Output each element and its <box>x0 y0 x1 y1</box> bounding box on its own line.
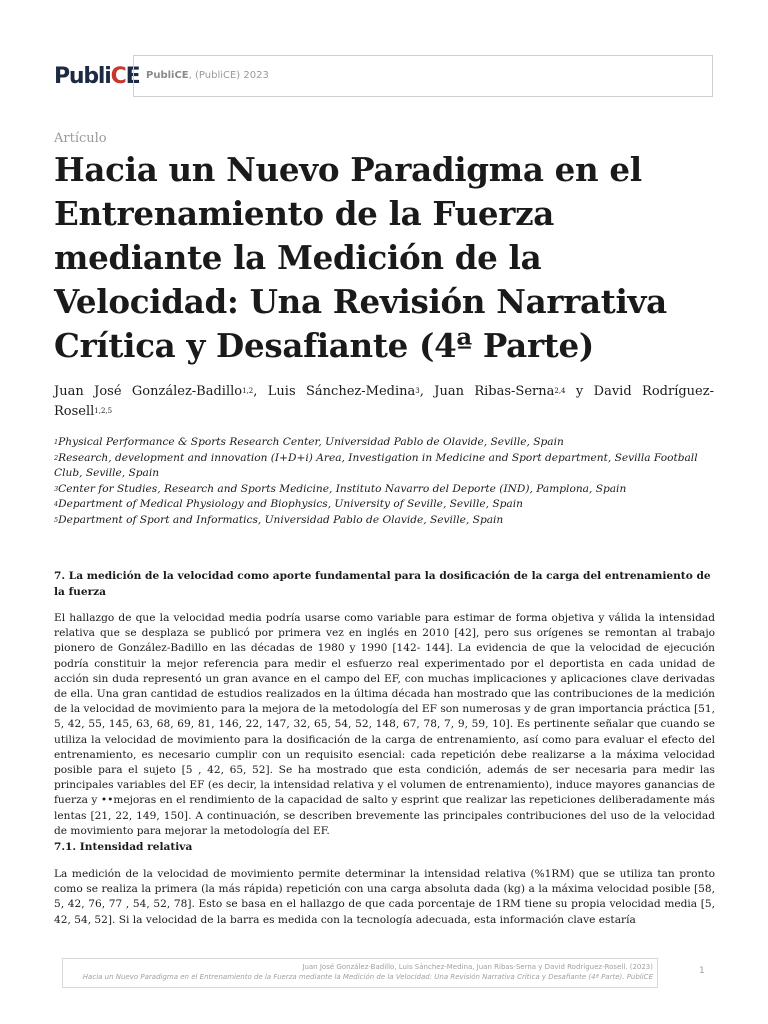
author-name[interactable]: Juan José González-Badillo <box>54 384 243 399</box>
author-list <box>54 382 714 422</box>
affiliation-text: Center for Studies, Research and Sports Medicine, Instituto Navarro del Deporte (IND), Pamplona, Spain <box>58 482 627 495</box>
affiliation-text: Department of Sport and Informatics, Universidad Pablo de Olavide, Seville, Spain <box>58 513 504 526</box>
affiliation <box>54 482 716 498</box>
affiliation <box>54 435 716 451</box>
author-separator: , <box>419 384 435 399</box>
article-type-label: Artículo <box>54 131 107 146</box>
title-line: Velocidad: Una Revisión Narrativa <box>54 282 667 321</box>
author-affiliation-ref: 2,4 <box>554 387 566 395</box>
title-line: mediante la Medición de la <box>54 238 542 277</box>
author-name[interactable]: David Rodríguez- <box>593 384 714 399</box>
article-title <box>54 148 714 368</box>
author-name[interactable]: Juan Ribas-Serna <box>434 384 555 399</box>
footer-authors: Juan José González-Badillo, Luis Sánchez-Medina, Juan Ribas-Serna y David Rodríguez-Rosell. (2023) <box>302 963 653 971</box>
body-paragraph: El hallazgo de que la velocidad media podría usarse como variable para estimar de forma objetiva y válida la intensidad relativa que se desplaza se publicó por primera vez en inglés en 2010 [42], pero sus orígenes se remontan al trabajo pionero de González-Badillo en las décadas de 1980 y 1990 [142- 144]. La evidencia de que la velocidad de ejecución podría constituir la mejor referencia para medir el esfuerzo real experimentado por el deportista en cada unidad de acción sin duda representó un gran avance en el campo del EF, con muchas implicaciones y aplicaciones clave derivadas de ella. Una gran cantidad de estudios realizados en la última década han mostrado que las contribuciones de la medición de la velocidad de movimiento para la mejora de la metodología del EF son numerosas y de gran importancia práctica [51, 5, 42, 55, 145, 63, 68, 69, 81, 146, 22, 147, 32, 65, 54, 52, 148, 67, 78, 7, 9, 59, 10]. Es pertinente señalar que cuando se utiliza la velocidad de movimiento para la dosificación de la carga de entrenamiento, así como para evaluar el efecto del entrenamiento, es necesario cumplir con un requisito esencial: cada repetición debe realizarse a la máxima velocidad posible para el sujeto [5 , 42, 65, 52]. Se ha mostrado que esta condición, además de ser necesaria para medir las principales variables del EF (es decir, la intensidad relativa y el volumen de entrenamiento), induce mayores ganancias de fuerza y ••mejoras en el rendimiento de la capacidad de salto y esprint que realizar las repeticiones deliberadamente más lentas [21, 22, 149, 150]. A continuación, se describen brevemente las principales contribuciones del uso de la velocidad de movimiento para mejorar la metodología del EF. <box>54 612 715 837</box>
author-affiliation-ref: 3 <box>415 387 420 395</box>
journal-citation <box>146 70 269 81</box>
page-number: 1 <box>699 966 705 976</box>
affiliations-list <box>54 435 716 528</box>
logo-text-e: E <box>125 64 140 89</box>
title-line: Hacia un Nuevo Paradigma en el <box>54 150 642 189</box>
page-footer <box>62 958 658 988</box>
journal-name: PubliCE <box>146 70 189 81</box>
affiliation <box>54 513 716 529</box>
title-line: Crítica y Desafiante (4ª Parte) <box>54 326 594 365</box>
affiliation-number: 4 <box>54 500 59 508</box>
affiliation <box>54 451 716 482</box>
author-separator: , <box>253 384 268 399</box>
footer-title: Hacia un Nuevo Paradigma en el Entrenamiento de la Fuerza mediante la Medición de la Velocidad: Una Revisión Narrativa Crítica y Desafiante (4ª Parte). PubliCE <box>82 973 653 981</box>
affiliation <box>54 497 716 513</box>
title-line: Entrenamiento de la Fuerza <box>54 194 555 233</box>
author-separator: y <box>565 384 594 399</box>
affiliation-number: 3 <box>54 484 59 493</box>
journal-year: , (PubliCE) 2023 <box>188 70 269 81</box>
author-name[interactable]: Rosell <box>54 404 95 419</box>
logo-text-c: C <box>110 64 126 89</box>
section-heading: 7. La medición de la velocidad como aporte fundamental para la dosificación de la carga del entrenamiento de la fuerza <box>54 570 711 598</box>
publice-logo[interactable] <box>54 64 139 89</box>
author-affiliation-ref: 1,2 <box>242 387 254 395</box>
author-affiliation-ref: 1,2,5 <box>94 407 113 415</box>
affiliation-number: 1 <box>54 438 59 446</box>
journal-citation-box <box>133 55 713 97</box>
author-name[interactable]: Luis Sánchez-Medina <box>267 384 416 399</box>
author-line-1 <box>54 382 714 402</box>
affiliation-number: 2 <box>54 453 59 462</box>
page-header <box>54 55 713 96</box>
subsection-heading: 7.1. Intensidad relativa <box>54 841 193 853</box>
logo-text-publi: Publi <box>54 64 111 89</box>
affiliation-text: Department of Medical Physiology and Biophysics, University of Seville, Seville, Spain <box>58 498 523 510</box>
affiliation-text: Physical Performance & Sports Research Center, Universidad Pablo de Olavide, Seville, Spain <box>58 436 564 448</box>
body-paragraph: La medición de la velocidad de movimiento permite determinar la intensidad relativa (%1RM) que se utiliza tan pronto como se realiza la primera (la más rápida) repetición con una carga absoluta dada (kg) a la máxima velocidad posible [58, 5, 42, 76, 77 , 54, 52, 78]. Esto se basa en el hallazgo de que cada porcentaje de 1RM tiene su propia velocidad media [5, 42, 54, 52]. Si la velocidad de la barra es medida con la tecnología adecuada, esta información clave estaría <box>54 868 715 926</box>
affiliation-text: Research, development and innovation (I+D+i) Area, Investigation in Medicine and Sport department, Sevilla Football Club, Seville, Spain <box>54 451 698 479</box>
affiliation-number: 5 <box>54 515 59 524</box>
